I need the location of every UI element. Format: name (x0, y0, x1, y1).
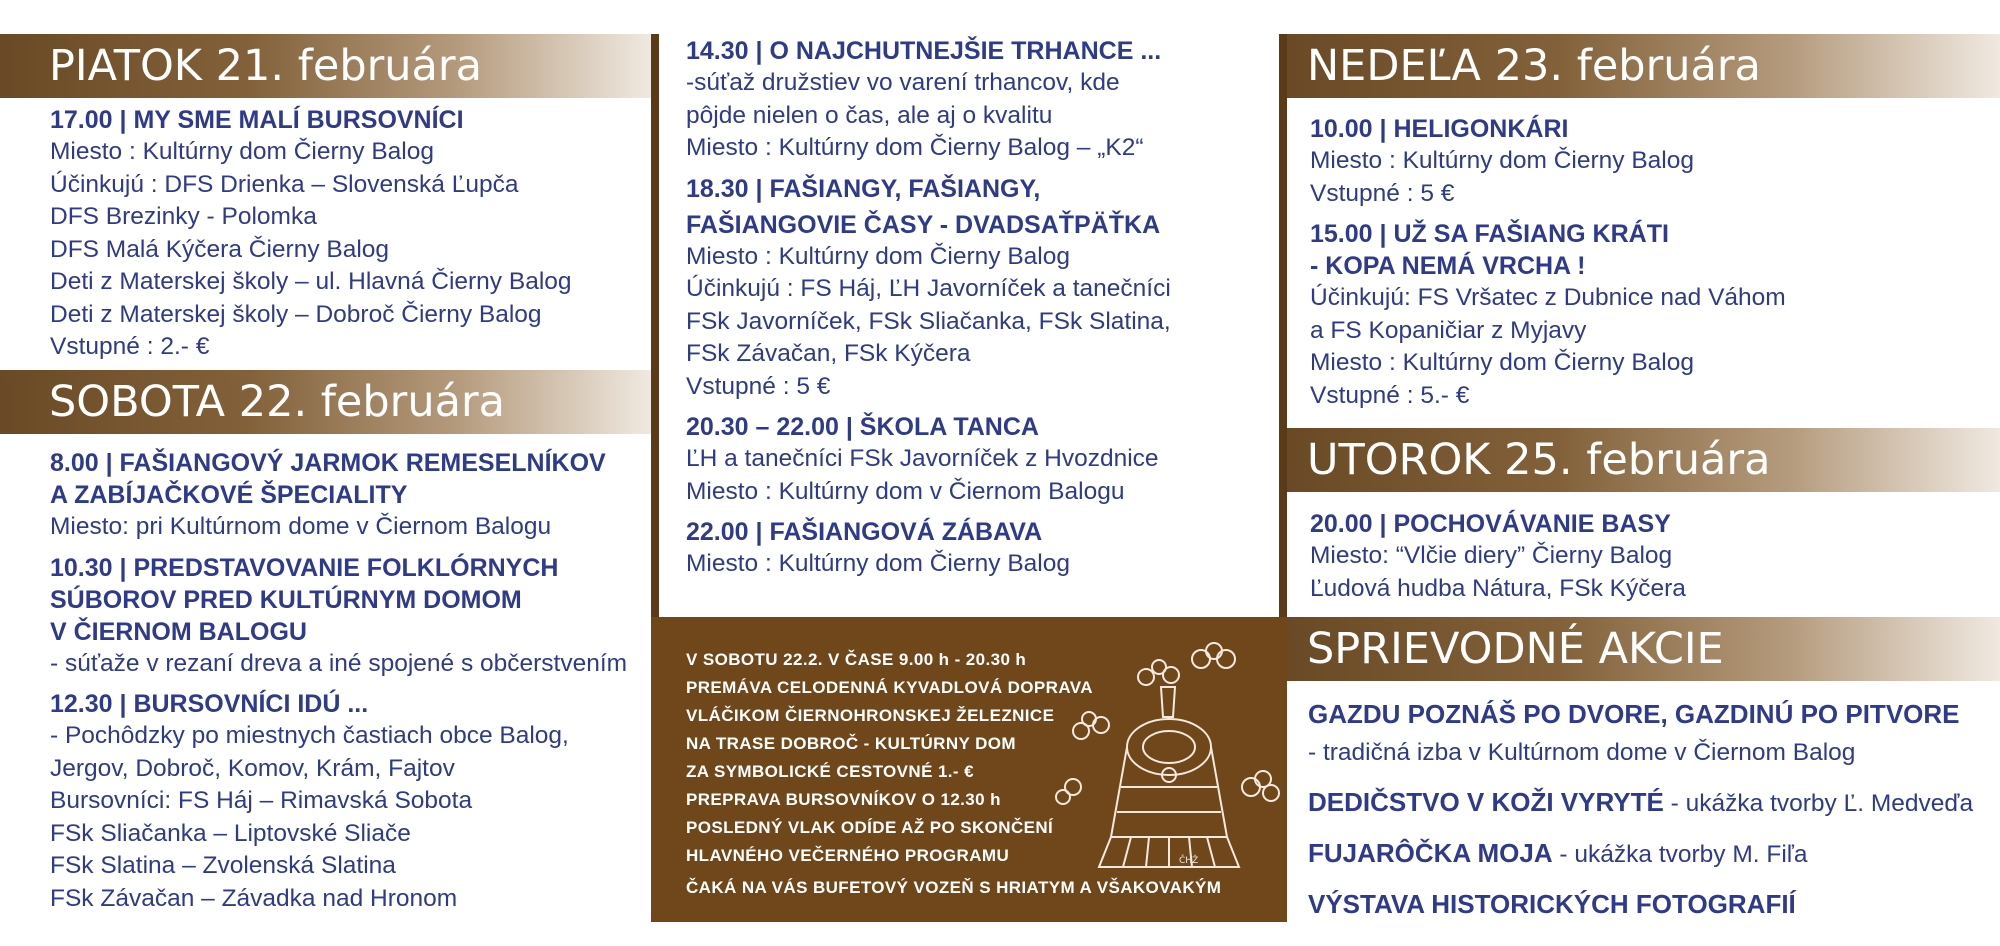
event-line: - súťaže v rezaní dreva a iné spojené s občerstvením (50, 649, 628, 677)
event-line: Vstupné : 2.- € (50, 333, 210, 360)
event-title: 8.00 | FAŠIANGOVÝ JARMOK REMESELNÍKOV (50, 449, 606, 477)
event-line: Účinkujú : FS Háj, ĽH Javorníček a tanečníci (686, 275, 1171, 302)
train-line: NA TRASE DOBROČ - KULTÚRNY DOM (686, 734, 1016, 753)
friday-event (50, 104, 572, 364)
event-line: DFS Malá Kýčera Čierny Balog (50, 235, 390, 263)
event-line: FSk Slatina – Zvolenská Slatina (50, 852, 396, 879)
train-line: VLÁČIKOM ČIERNOHRONSKEJ ŽELEZNICE (686, 706, 1055, 725)
event-line: Vstupné : 5 € (686, 372, 831, 400)
train-illustration-icon (1051, 637, 1281, 877)
tuesday-heading: UTOROK 25. februára (1287, 428, 2000, 492)
item-text: - ukážka tvorby Ľ. Medveďa (1663, 790, 1974, 817)
event-title: 10.00 | HELIGONKÁRI (1310, 115, 1569, 143)
event-line: FSk Závačan, FSk Kýčera (686, 340, 971, 367)
column-divider (1279, 34, 1287, 617)
svg-text:ČHŽ: ČHŽ (1179, 856, 1199, 866)
item-text: - ukážka tvorby M. Fiľa (1552, 841, 1808, 868)
event-line: pôjde nielen o čas, ale aj o kvalitu (686, 101, 1053, 129)
column-divider (651, 34, 659, 617)
accompanying-item (1308, 836, 1973, 875)
train-line: POSLEDNÝ VLAK ODÍDE AŽ PO SKONČENÍ (686, 818, 1054, 837)
event-title: 18.30 | FAŠIANGY, FAŠIANGY, (686, 174, 1041, 203)
event-title: 15.00 | UŽ SA FAŠIANG KRÁTI (1310, 220, 1669, 248)
event-line: FSk Sliačanka – Liptovské Sliače (50, 819, 411, 847)
event-line: Deti z Materskej školy – Dobroč Čierny Balog (50, 300, 542, 328)
saturday-heading: SOBOTA 22. februára (0, 370, 651, 434)
item-text: - tradičná izba v Kultúrnom dome v Čiernom Balog (1308, 739, 1856, 766)
friday-heading: PIATOK 21. februára (0, 34, 651, 98)
event-line: Vstupné : 5 € (1310, 179, 1455, 207)
event-line: Miesto : Kultúrny dom Čierny Balog (1310, 349, 1694, 376)
accompanying-item (1308, 785, 1973, 824)
tuesday-events (1310, 508, 1686, 605)
event-line: Miesto : Kultúrny dom Čierny Balog (686, 242, 1070, 270)
event-line: Jergov, Dobroč, Komov, Krám, Fajtov (50, 754, 455, 782)
train-line: ZA SYMBOLICKÉ CESTOVNÉ 1.- € (686, 762, 974, 781)
event-line: ĽH a tanečníci FSk Javorníček z Hvozdnice (686, 445, 1159, 472)
train-line: PREPRAVA BURSOVNÍKOV O 12.30 h (686, 790, 1001, 809)
item-title: DEDIČSTVO V KOŽI VYRYTÉ (1308, 787, 1664, 817)
event-title: FAŠIANGOVIE ČASY - DVADSAŤPÄŤKA (686, 210, 1161, 239)
accompanying-item (1308, 736, 1973, 773)
saturday-events (50, 447, 627, 915)
event-line: FSk Závačan – Závadka nad Hronom (50, 884, 458, 912)
event-title: 20.00 | POCHOVÁVANIE BASY (1310, 510, 1671, 538)
event-line: Ľudová hudba Nátura, FSk Kýčera (1310, 574, 1686, 602)
event-line: FSk Javorníček, FSk Sliačanka, FSk Slatina, (686, 307, 1171, 335)
event-line: DFS Brezinky - Polomka (50, 203, 317, 230)
event-line: Miesto : Kultúrny dom v Čiernom Balogu (686, 477, 1125, 505)
item-title: VÝSTAVA HISTORICKÝCH FOTOGRAFIÍ (1308, 889, 1796, 919)
item-title: FUJARÔČKA MOJA (1308, 838, 1553, 868)
event-title: 22.00 | FAŠIANGOVÁ ZÁBAVA (686, 518, 1043, 546)
event-line: Bursovníci: FS Háj – Rimavská Sobota (50, 787, 473, 814)
event-title: - KOPA NEMÁ VRCHA ! (1310, 252, 1586, 280)
event-line: -súťaž družstiev vo varení trhancov, kde (686, 69, 1120, 96)
event-title: 12.30 | BURSOVNÍCI IDÚ ... (50, 690, 369, 718)
train-info-box (651, 617, 1287, 922)
event-line: Účinkujú: FS Vršatec z Dubnice nad Váhom (1310, 284, 1786, 311)
event-line: Účinkujú : DFS Drienka – Slovenská Ľupča (50, 170, 519, 198)
event-title: SÚBOROV PRED KULTÚRNYM DOMOM (50, 585, 522, 614)
event-title: 10.30 | PREDSTAVOVANIE FOLKLÓRNYCH (50, 553, 559, 582)
event-title: 17.00 | MY SME MALÍ BURSOVNÍCI (50, 106, 464, 134)
middle-events (686, 35, 1171, 581)
event-line: Vstupné : 5.- € (1310, 381, 1470, 409)
train-line: V SOBOTU 22.2. V ČASE 9.00 h - 20.30 h (686, 650, 1027, 669)
accompanying-events (1308, 697, 1973, 926)
accompanying-item (1308, 697, 1973, 736)
event-line: - Pochôdzky po miestnych častiach obce Balog, (50, 722, 569, 749)
train-line: PREMÁVA CELODENNÁ KYVADLOVÁ DOPRAVA (686, 678, 1093, 697)
event-line: Miesto : Kultúrny dom Čierny Balog (1310, 147, 1694, 174)
sunday-events (1310, 113, 1786, 412)
event-line: Miesto : Kultúrny dom Čierny Balog (686, 550, 1070, 577)
event-title: A ZABÍJAČKOVÉ ŠPECIALITY (50, 481, 408, 509)
event-line: Deti z Materskej školy – ul. Hlavná Čierny Balog (50, 268, 572, 295)
event-line: Miesto: “Vlčie diery” Čierny Balog (1310, 542, 1673, 569)
item-title: GAZDU POZNÁŠ PO DVORE, GAZDINÚ PO PITVORE (1308, 699, 1960, 729)
event-line: Miesto : Kultúrny dom Čierny Balog – „K2“ (686, 134, 1144, 161)
accompanying-item (1308, 887, 1973, 926)
train-line: HLAVNÉHO VEČERNÉHO PROGRAMU (686, 846, 1010, 865)
event-line: Miesto : Kultúrny dom Čierny Balog (50, 138, 434, 165)
event-title: 14.30 | O NAJCHUTNEJŠIE TRHANCE ... (686, 37, 1162, 65)
event-line: a FS Kopaničiar z Myjavy (1310, 316, 1587, 344)
sunday-heading: NEDEĽA 23. februára (1287, 34, 2000, 98)
event-line: Miesto: pri Kultúrnom dome v Čiernom Balogu (50, 513, 552, 540)
event-title: V ČIERNOM BALOGU (50, 617, 307, 646)
event-title: 20.30 – 22.00 | ŠKOLA TANCA (686, 413, 1039, 441)
train-line: ČAKÁ NA VÁS BUFETOVÝ VOZEŇ S HRIATYM A VŠAKOVAKÝM (686, 878, 1222, 897)
accompanying-heading: SPRIEVODNÉ AKCIE (1287, 617, 2000, 681)
